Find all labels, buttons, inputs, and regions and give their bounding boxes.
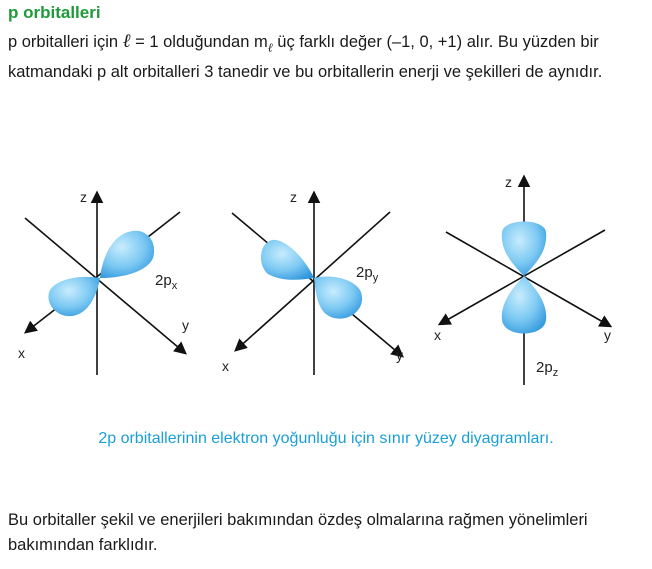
- x-label: x: [434, 327, 441, 343]
- y-label: y: [182, 317, 189, 333]
- x-label: x: [222, 358, 229, 374]
- intro-text-2: = 1 olduğundan m: [130, 33, 268, 51]
- z-label: z: [80, 189, 87, 205]
- orbital-label-2pz: $2p_z$: [536, 359, 559, 379]
- lobe-lower-left: [48, 277, 100, 316]
- intro-text-3: üç farklı değer (–1, 0, +1) alır. Bu yüzden bir katmandaki p alt orbitalleri 3 tanedir ve bu orbitallerin enerji ve şekilleri de aynıdır.: [8, 33, 603, 82]
- conclusion-paragraph: Bu orbitaller şekil ve enerjileri bakımından özdeş olmalarına rağmen yönelimleri bakımından farklıdır.: [8, 511, 588, 554]
- section-heading: p orbitalleri: [8, 3, 101, 22]
- orbital-2px: [18, 189, 189, 375]
- diagonal-axis-b: [236, 212, 390, 350]
- x-label: x: [18, 345, 25, 361]
- intro-text-1: p orbitalleri için: [8, 33, 123, 51]
- y-label: y: [604, 327, 611, 343]
- lobe-lower-right: [314, 277, 362, 319]
- y-label: y: [396, 347, 403, 363]
- orbital-2pz: [434, 174, 611, 385]
- p-orbital-diagrams: [0, 160, 652, 400]
- orbital-2py: [222, 189, 403, 375]
- lobe-upper-right: [100, 231, 154, 278]
- ell-symbol: ℓ: [122, 31, 131, 52]
- z-label: z: [290, 189, 297, 205]
- lobe-upper-left: [261, 240, 314, 280]
- intro-paragraph: [8, 29, 648, 85]
- orbital-label-2px: $2p_x$: [155, 272, 178, 292]
- z-label: z: [505, 174, 512, 190]
- orbital-label-2py: $2p_y$: [356, 264, 379, 284]
- ml-subscript: ℓ: [267, 40, 273, 55]
- figure-caption: 2p orbitallerinin elektron yoğunluğu için sınır yüzey diyagramları.: [98, 430, 554, 447]
